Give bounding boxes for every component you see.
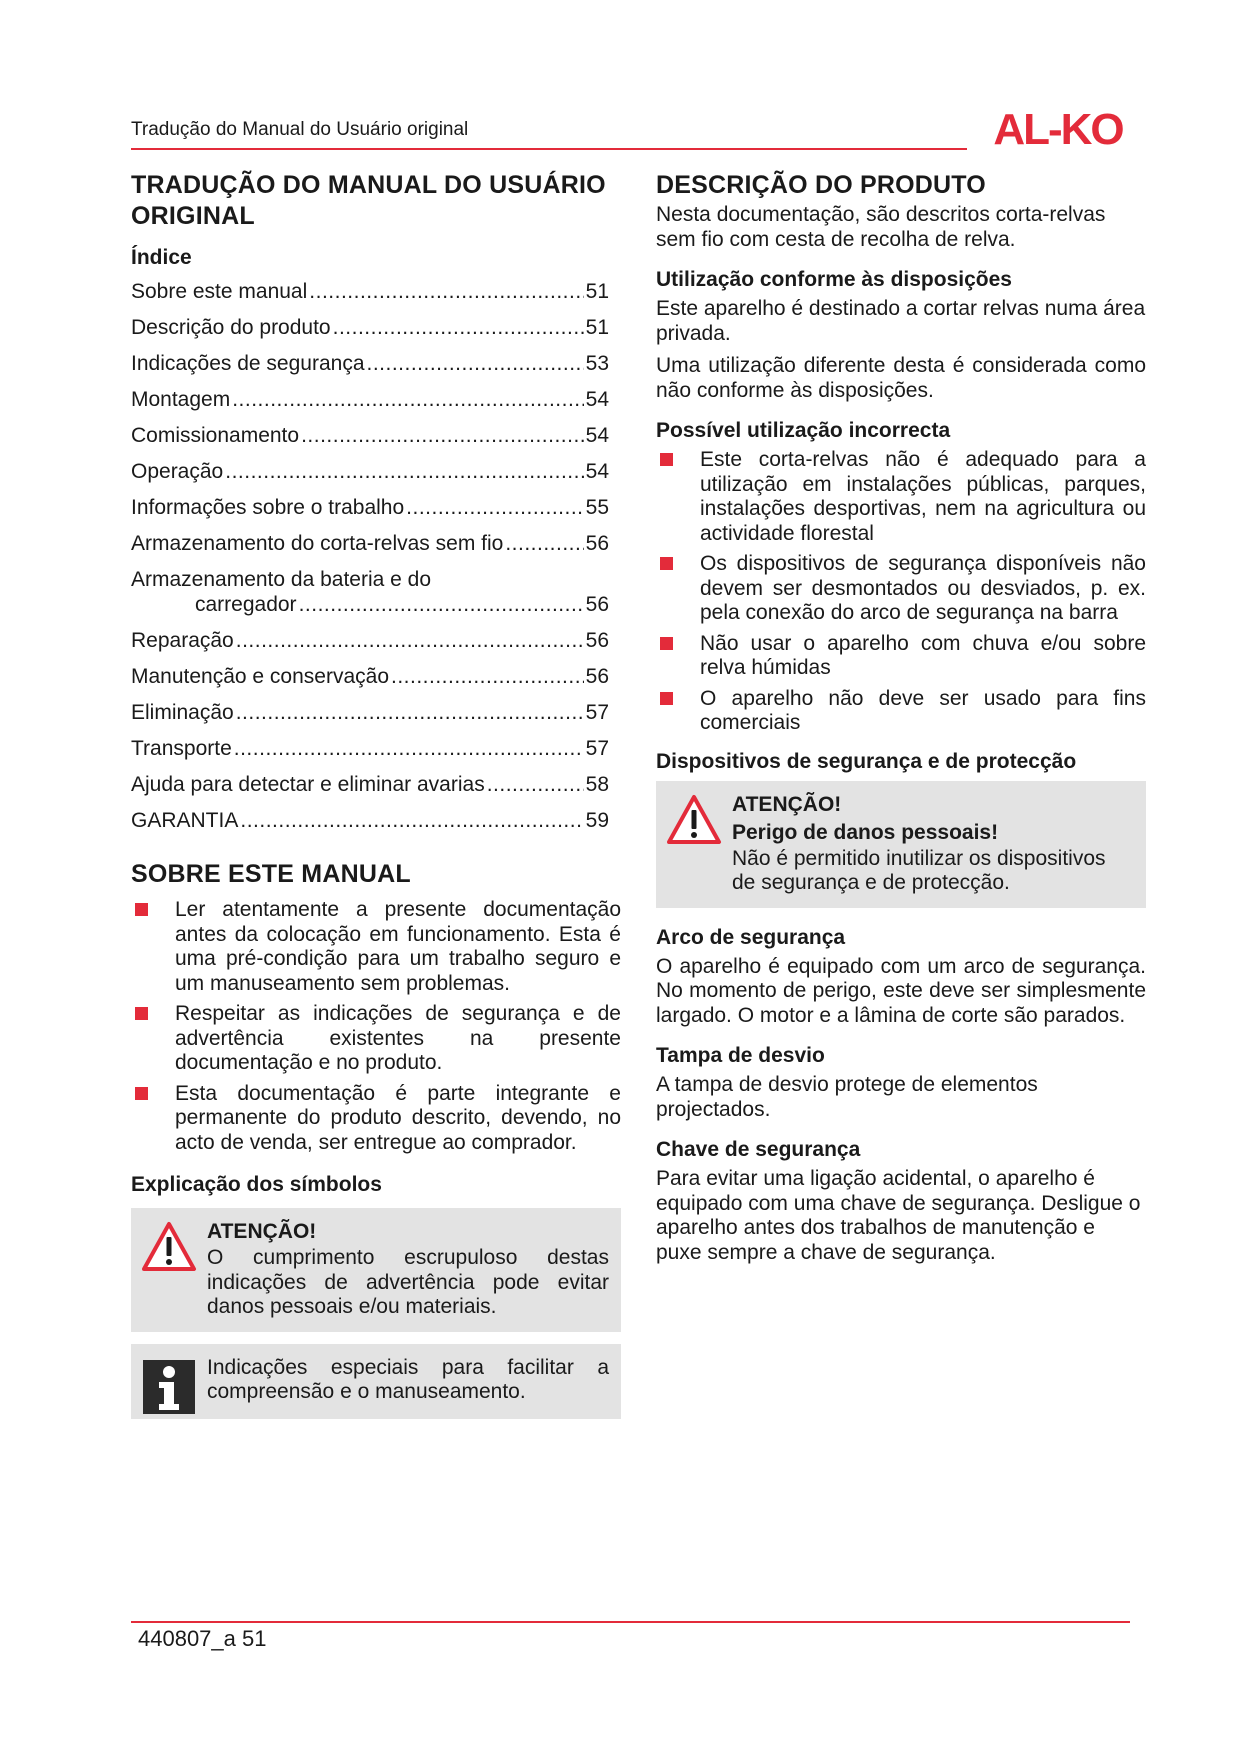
svg-text:AL-KO: AL-KO [993,105,1123,154]
toc-item[interactable]: Operação ..... 54 [131,459,609,484]
toc-item[interactable]: Transporte ..... 57 [131,736,609,761]
toc-item[interactable]: Descrição do produto ..... 51 [131,315,609,340]
toc-item[interactable]: GARANTIA ..... 59 [131,808,609,833]
list-item: Os dispositivos de segurança disponíveis não devem ser desmontados ou desviados, p. ex. pela conexão do arco de segurança na barra [656,552,1146,626]
use-title: Utilização conforme às disposições [656,268,1012,291]
list-item: Este corta-relvas não é adequado para a utilização em instalações públicas, parques, instalações desportivas, nem na agricultura ou actividade florestal [656,448,1146,546]
danger-subtitle: Perigo de danos pessoais! [732,820,999,844]
key-text: Para evitar uma ligação acidental, o aparelho é equipado com uma chave de segurança. Desligue o aparelho antes dos trabalhos de manutenção e puxe sempre a chave de segurança. [656,1167,1141,1264]
product-intro: Nesta documentação, são descritos corta-relvas sem fio com cesta de recolha de relva. [656,203,1106,251]
flap-text: A tampa de desvio protege de elementos projectados. [656,1073,1038,1121]
list-item: Respeitar as indicações de segurança e de advertência existentes na presente documentação e no produto. [131,1002,621,1076]
header-rule [131,148,967,150]
header-title: Tradução do Manual do Usuário original [131,119,469,140]
table-of-contents [131,279,609,833]
warning-title: ATENÇÃO! [207,1220,317,1243]
toc-item[interactable]: Informações sobre o trabalho ..... 55 [131,495,609,520]
about-title: SOBRE ESTE MANUAL [131,860,411,888]
toc-item[interactable]: Armazenamento do corta-relvas sem fio ..... 56 [131,531,609,556]
bullet-square-icon [660,453,673,466]
use-paragraph-1: Este aparelho é destinado a cortar relvas numa área privada. [656,297,1146,345]
toc-item[interactable]: Manutenção e conservação ..... 56 [131,664,609,689]
warning-text: O cumprimento escrupuloso destas indicações de advertência pode evitar danos pessoais e/ou materiais. [207,1246,609,1318]
devices-title: Dispositivos de segurança e de protecção [656,749,1077,773]
toc-item[interactable]: Ajuda para detectar e eliminar avarias ..... 58 [131,772,609,797]
toc-item[interactable]: Eliminação ..... 57 [131,700,609,725]
list-item: Esta documentação é parte integrante e permanente do produto descrito, devendo, no acto de venda, ser entregue ao comprador. [131,1082,621,1156]
list-item: Ler atentamente a presente documentação antes da colocação em funcionamento. Esta é uma pré-condição para um trabalho seguro e um manuseamento sem problemas. [131,898,621,996]
bullet-square-icon [660,557,673,570]
list-item: O aparelho não deve ser usado para fins comerciais [656,687,1146,736]
footer-rule [131,1621,1130,1623]
danger-title: ATENÇÃO! [732,792,842,816]
flap-title: Tampa de desvio [656,1044,825,1067]
index-title: Índice [131,246,192,269]
danger-text: Não é permitido inutilizar os dispositivos de segurança e de protecção. [732,846,1106,894]
alko-logo [978,104,1138,154]
info-text: Indicações especiais para facilitar a compreensão e o manuseamento. [207,1355,609,1403]
toc-item[interactable]: Montagem ..... 54 [131,387,609,412]
warning-box [131,1208,621,1332]
toc-item[interactable]: Comissionamento ..... 54 [131,423,609,448]
toc-item[interactable]: Indicações de segurança ..... 53 [131,351,609,376]
key-title: Chave de segurança [656,1138,861,1161]
toc-item[interactable]: Reparação ..... 56 [131,628,609,653]
danger-box [656,781,1146,908]
info-icon [141,1358,197,1416]
warning-triangle-icon [666,793,722,849]
bullet-square-icon [135,1087,148,1100]
toc-item[interactable]: Armazenamento da bateria e do carregador ..... 56 [131,567,609,617]
page-number: 440807_a 51 [138,1626,267,1651]
main-title: TRADUÇÃO DO MANUAL DO USUÁRIO ORIGINAL [131,171,606,230]
bullet-square-icon [135,1007,148,1020]
right-column [656,170,1146,1273]
bullet-square-icon [135,903,148,916]
arc-title: Arco de segurança [656,925,846,949]
misuse-title: Possível utilização incorrecta [656,419,951,442]
left-column [131,170,621,1431]
product-title: DESCRIÇÃO DO PRODUTO [656,171,986,199]
warning-triangle-icon [141,1220,197,1276]
misuse-bullets [656,448,1146,736]
list-item: Não usar o aparelho com chuva e/ou sobre relva húmidas [656,632,1146,681]
bullet-square-icon [660,692,673,705]
use-paragraph-2: Uma utilização diferente desta é considerada como não conforme às disposições. [656,354,1146,402]
toc-item[interactable]: Sobre este manual ..... 51 [131,279,609,304]
about-bullets [131,898,621,1155]
info-box [131,1344,621,1419]
symbols-title: Explicação dos símbolos [131,1173,382,1196]
arc-text: O aparelho é equipado com um arco de segurança. No momento de perigo, este deve ser simplesmente largado. O motor e a lâmina de corte são parados. [656,954,1146,1027]
bullet-square-icon [660,637,673,650]
